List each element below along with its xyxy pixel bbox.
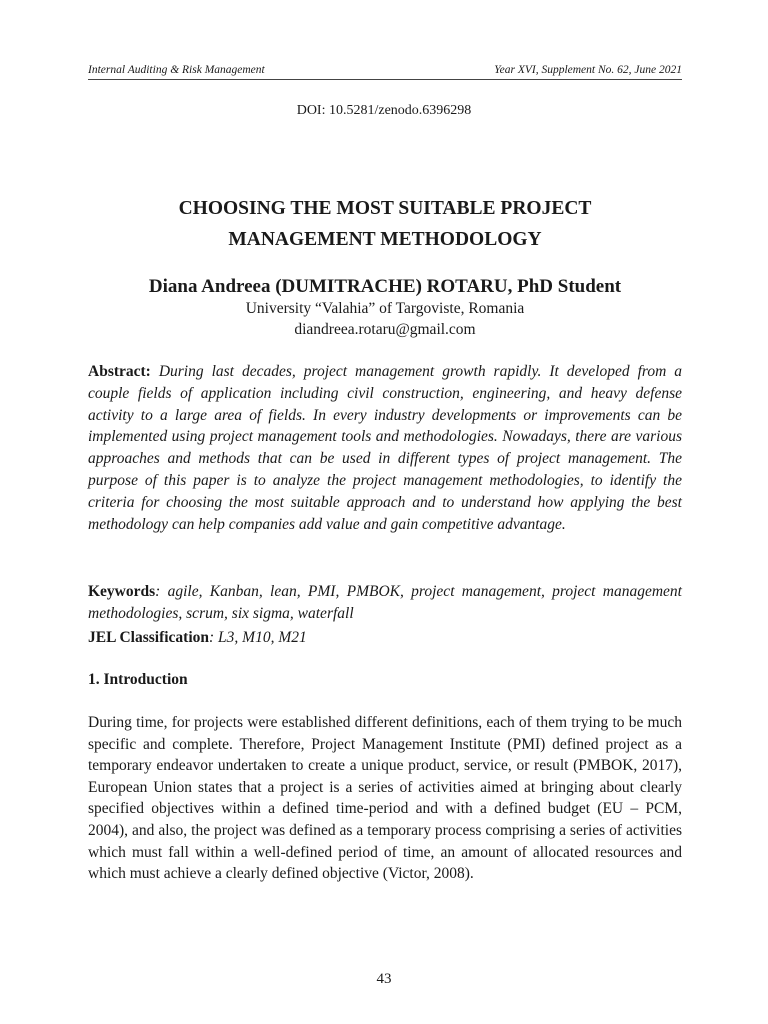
keywords: [88, 581, 682, 625]
section-paragraph: During time, for projects were established different definitions, each of them trying to be much specific and complete. Therefore, Project Management Institute (PMI) defined project as a temporary endeavor undertaken to create a unique product, service, or result (PMBOK, 2017), European Union states that a project is a series of activities aimed at bringing about clearly specified objectives within a defined time-period and with a defined budget (EU – PCM, 2004), and also, the project was defined as a temporary process comprising a series of activities which must fall within a well-defined period of time, an amount of allocated resources and which must achieve a clearly defined objective (Victor, 2008).: [88, 714, 682, 883]
author-name: Diana Andreea (DUMITRACHE) ROTARU, PhD Student: [148, 276, 622, 297]
author-email: diandreea.rotaru@gmail.com: [294, 321, 476, 338]
author-affiliation-block: [88, 298, 682, 340]
keywords-label: Keywords: [88, 583, 156, 600]
abstract: [88, 361, 682, 535]
keywords-text: : agile, Kanban, lean, PMI, PMBOK, project management, project management methodologies, scrum, six sigma, waterfall: [88, 583, 682, 622]
running-header: [88, 63, 682, 80]
title-line-1: CHOOSING THE MOST SUITABLE PROJECT: [178, 198, 592, 219]
jel-classification: [88, 627, 682, 649]
jel-label: JEL Classification: [88, 629, 210, 646]
journal-name: Internal Auditing & Risk Management: [88, 64, 265, 76]
abstract-text: During last decades, project management growth rapidly. It developed from a couple fields of application including civil construction, engineering, and heavy defense activity to a large area of fields. In every industry developments or improvements can be implemented using project management tools and methodologies. Nowadays, there are various approaches and methods that can be used in different types of project management. The purpose of this paper is to analyze the project management methodologies, to identify the criteria for choosing the most suitable approach and to understand how applying the best methodology can help companies add value and gain competitive advantage.: [88, 363, 683, 533]
paper-title: [88, 193, 682, 255]
author-affiliation: University “Valahia” of Targoviste, Romania: [245, 300, 525, 317]
doi: DOI: 10.5281/zenodo.6396298: [296, 103, 472, 118]
section-heading: 1. Introduction: [88, 671, 188, 688]
jel-text: : L3, M10, M21: [209, 629, 307, 646]
title-line-2: MANAGEMENT METHODOLOGY: [228, 229, 542, 250]
page-number: 43: [376, 971, 392, 987]
issue-info: Year XVI, Supplement No. 62, June 2021: [494, 64, 682, 76]
abstract-label: Abstract:: [88, 363, 151, 380]
